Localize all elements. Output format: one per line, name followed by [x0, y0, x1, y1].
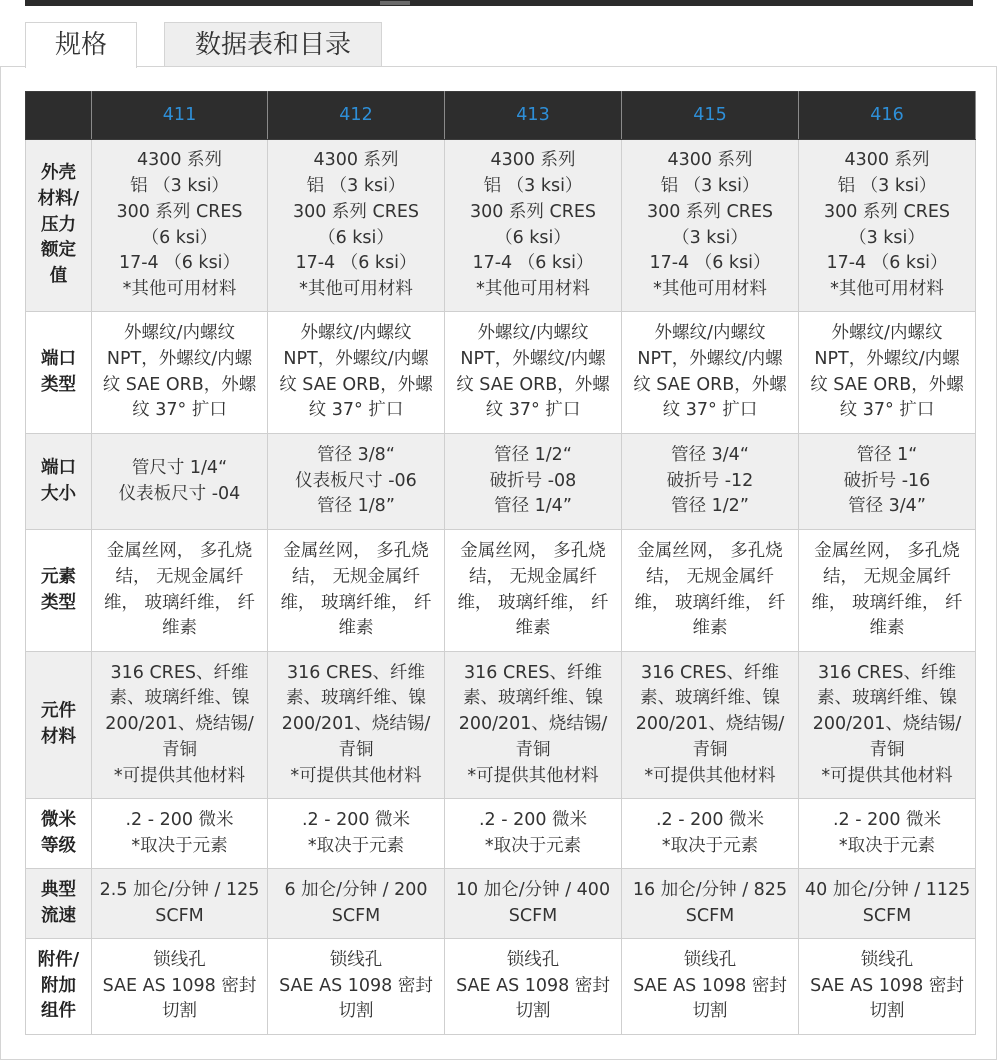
row-header — [26, 939, 92, 1035]
row-header — [26, 312, 92, 434]
cell-line: *可提供其他材料 — [290, 765, 422, 786]
row-header-line: 压力 — [41, 214, 76, 235]
column-header: 416 — [799, 92, 976, 140]
cell-line: 10 加仑/分钟 / 400 — [455, 879, 611, 900]
row-header-line: 微米 — [41, 809, 76, 830]
cell-line: 金属丝网， 多孔烧 — [814, 541, 960, 562]
row-header-line: 等级 — [41, 835, 76, 856]
table-cell — [799, 652, 976, 799]
table-cell — [799, 869, 976, 939]
row-header-line: 大小 — [41, 483, 76, 504]
cell-line: .2 - 200 微米 — [301, 809, 411, 830]
row-header-line: 材料 — [41, 727, 76, 747]
table-row — [26, 939, 976, 1035]
table-cell — [92, 939, 268, 1035]
cell-line: .2 - 200 微米 — [125, 809, 234, 830]
table-cell — [622, 140, 799, 312]
cell-line: 素、玻璃纤维、镍 — [109, 688, 250, 709]
cell-line: .2 - 200 微米 — [655, 809, 765, 830]
table-cell — [799, 434, 976, 530]
table-cell — [622, 869, 799, 939]
table-cell — [622, 434, 799, 530]
table-corner-cell — [26, 92, 92, 140]
cell-line: *可提供其他材料 — [467, 765, 599, 786]
cell-line: 仪表板尺寸 -06 — [295, 470, 417, 491]
table-cell — [268, 939, 445, 1035]
cell-line: *可提供其他材料 — [113, 765, 246, 786]
cell-line: 200/201、烧结锡/ — [281, 714, 431, 735]
cell-line: SCFM — [862, 905, 912, 926]
cell-line: 铝 （3 ksi） — [130, 176, 229, 197]
cell-line: 管径 3/4” — [848, 496, 926, 517]
cell-line: 纹 SAE ORB，外螺 — [633, 374, 787, 395]
table-cell — [92, 312, 268, 434]
table-cell — [268, 530, 445, 652]
cell-line: NPT，外螺纹/内螺 — [283, 348, 429, 369]
top-image-strip — [25, 0, 973, 6]
cell-line: 金属丝网， 多孔烧 — [106, 541, 253, 562]
cell-line: 维， 玻璃纤维， 纤 — [811, 592, 963, 613]
cell-line: 铝 （3 ksi） — [837, 176, 937, 197]
cell-line: SAE AS 1098 密封 — [456, 975, 610, 996]
cell-line: 316 CRES、纤维 — [640, 662, 779, 683]
cell-line: 锁线孔 — [153, 949, 206, 970]
table-row — [26, 140, 976, 312]
cell-line: 切割 — [692, 1001, 728, 1022]
cell-line: 纹 37° 扩口 — [662, 400, 758, 421]
cell-line: SAE AS 1098 密封 — [810, 975, 964, 996]
row-header-line: 元素 — [41, 566, 76, 587]
cell-line: 结， 无规金属纤 — [115, 566, 244, 587]
cell-line: 200/201、烧结锡/ — [105, 714, 254, 735]
table-cell — [445, 869, 622, 939]
row-header-line: 额定 — [41, 240, 76, 261]
table-cell — [268, 140, 445, 312]
cell-line: 管径 1/2” — [671, 496, 749, 517]
table-cell — [622, 312, 799, 434]
cell-line: 青铜 — [338, 739, 374, 760]
table-cell — [799, 312, 976, 434]
cell-line: 200/201、烧结锡/ — [812, 714, 962, 735]
cell-line: 300 系列 CRES — [646, 201, 774, 222]
cell-line: 维素 — [162, 618, 197, 639]
cell-line: *可提供其他材料 — [644, 765, 776, 786]
table-row — [26, 799, 976, 869]
table-cell — [92, 869, 268, 939]
cell-line: 纹 SAE ORB，外螺 — [102, 374, 257, 395]
cell-line: 17-4 （6 ksi） — [118, 253, 241, 274]
cell-line: 316 CRES、纤维 — [110, 662, 249, 683]
cell-line: 素、玻璃纤维、镍 — [817, 688, 957, 709]
cell-line: 17-4 （6 ksi） — [295, 253, 417, 274]
cell-line: 6 加仑/分钟 / 200 — [284, 879, 428, 900]
table-cell — [799, 799, 976, 869]
cell-line: 切割 — [162, 1001, 197, 1022]
table-cell — [268, 869, 445, 939]
cell-line: 维素 — [338, 618, 374, 639]
cell-line: 17-4 （6 ksi） — [472, 253, 594, 274]
cell-line: 300 系列 CRES — [469, 201, 597, 222]
cell-line: 纹 37° 扩口 — [132, 400, 227, 421]
cell-line: 200/201、烧结锡/ — [458, 714, 608, 735]
cell-line: 青铜 — [692, 739, 728, 760]
cell-line: 素、玻璃纤维、镍 — [286, 688, 426, 709]
cell-line: （6 ksi） — [495, 227, 571, 248]
table-row — [26, 652, 976, 799]
table-cell — [445, 140, 622, 312]
cell-line: 外螺纹/内螺纹 — [654, 323, 766, 344]
cell-line: 17-4 （6 ksi） — [649, 253, 771, 274]
cell-line: 锁线孔 — [329, 949, 383, 970]
cell-line: *取决于元素 — [484, 835, 582, 856]
tab-panel-specifications — [0, 66, 997, 1060]
cell-line: *其他可用材料 — [122, 278, 237, 299]
cell-line: 4300 系列 — [136, 150, 223, 171]
row-header-line: 典型 — [41, 879, 76, 900]
cell-line: 40 加仑/分钟 / 1125 — [805, 879, 971, 900]
tab-datasheets-catalogs[interactable]: 数据表和目录 — [164, 22, 382, 67]
cell-line: *取决于元素 — [307, 835, 405, 856]
cell-line: （6 ksi） — [318, 227, 394, 248]
cell-line: 结， 无规金属纤 — [468, 566, 598, 587]
tab-specifications[interactable]: 规格 — [25, 22, 137, 68]
table-cell — [92, 799, 268, 869]
row-header-line: 组件 — [41, 1001, 76, 1022]
cell-line: 纹 37° 扩口 — [485, 400, 581, 421]
cell-line: SAE AS 1098 密封 — [102, 975, 257, 996]
cell-line: 铝 （3 ksi） — [660, 176, 760, 197]
row-header — [26, 799, 92, 869]
cell-line: 破折号 -08 — [489, 470, 577, 491]
cell-line: SCFM — [685, 905, 735, 926]
cell-line: （6 ksi） — [141, 227, 218, 248]
cell-line: 316 CRES、纤维 — [817, 662, 956, 683]
cell-line: 300 系列 CRES — [292, 201, 420, 222]
row-header — [26, 140, 92, 312]
cell-line: *其他可用材料 — [653, 278, 767, 299]
cell-line: 2.5 加仑/分钟 / 125 — [99, 879, 260, 900]
row-header-line: 类型 — [41, 374, 76, 395]
cell-line: 结， 无规金属纤 — [291, 566, 421, 587]
cell-line: SAE AS 1098 密封 — [279, 975, 433, 996]
cell-line: （3 ksi） — [672, 227, 748, 248]
row-header — [26, 869, 92, 939]
cell-line: 锁线孔 — [683, 949, 737, 970]
row-header-line: 流速 — [41, 905, 76, 926]
table-cell — [799, 939, 976, 1035]
cell-line: 外螺纹/内螺纹 — [124, 323, 235, 344]
cell-line: 结， 无规金属纤 — [822, 566, 952, 587]
table-cell — [268, 434, 445, 530]
cell-line: 外螺纹/内螺纹 — [831, 323, 943, 344]
cell-line: *其他可用材料 — [476, 278, 590, 299]
cell-line: NPT，外螺纹/内螺 — [106, 348, 253, 369]
row-header — [26, 530, 92, 652]
column-header: 412 — [268, 92, 445, 140]
cell-line: 维素 — [515, 618, 551, 639]
cell-line: NPT，外螺纹/内螺 — [637, 348, 783, 369]
cell-line: 维， 玻璃纤维， 纤 — [457, 592, 609, 613]
table-cell — [445, 939, 622, 1035]
image-strip-detail — [380, 1, 410, 5]
cell-line: 仪表板尺寸 -04 — [118, 483, 241, 504]
table-cell — [445, 434, 622, 530]
cell-line: 管尺寸 1/4“ — [131, 457, 228, 478]
cell-line: 切割 — [515, 1001, 551, 1022]
cell-line: .2 - 200 微米 — [832, 809, 942, 830]
row-header — [26, 434, 92, 530]
row-header-line: 值 — [49, 266, 68, 287]
cell-line: 维， 玻璃纤维， 纤 — [634, 592, 786, 613]
row-header-line: 外壳 — [41, 163, 76, 184]
cell-line: 300 系列 CRES — [116, 201, 243, 222]
cell-line: 管径 1/8” — [317, 496, 395, 517]
cell-line: 素、玻璃纤维、镍 — [640, 688, 780, 709]
cell-line: 16 加仑/分钟 / 825 — [632, 879, 788, 900]
table-cell — [622, 939, 799, 1035]
column-header: 415 — [622, 92, 799, 140]
cell-line: NPT，外螺纹/内螺 — [814, 348, 960, 369]
table-header-row — [26, 92, 976, 140]
cell-line: 维素 — [692, 618, 728, 639]
table-cell — [92, 530, 268, 652]
cell-line: 316 CRES、纤维 — [463, 662, 602, 683]
row-header — [26, 652, 92, 799]
cell-line: 纹 37° 扩口 — [839, 400, 935, 421]
cell-line: SCFM — [508, 905, 558, 926]
cell-line: 铝 （3 ksi） — [306, 176, 406, 197]
cell-line: 结， 无规金属纤 — [645, 566, 775, 587]
cell-line: 管径 1“ — [856, 444, 918, 465]
table-row — [26, 530, 976, 652]
cell-line: 纹 SAE ORB，外螺 — [279, 374, 433, 395]
table-cell — [799, 530, 976, 652]
cell-line: 200/201、烧结锡/ — [635, 714, 785, 735]
row-header-line: 附件/ — [37, 949, 80, 970]
cell-line: 青铜 — [515, 739, 551, 760]
cell-line: 素、玻璃纤维、镍 — [463, 688, 603, 709]
cell-line: 锁线孔 — [506, 949, 560, 970]
row-header-line: 类型 — [41, 592, 76, 613]
cell-line: 4300 系列 — [667, 150, 753, 171]
cell-line: 纹 SAE ORB，外螺 — [456, 374, 610, 395]
cell-line: 青铜 — [869, 739, 905, 760]
cell-line: 4300 系列 — [844, 150, 930, 171]
cell-line: 切割 — [338, 1001, 374, 1022]
cell-line: 金属丝网， 多孔烧 — [637, 541, 783, 562]
table-cell — [268, 312, 445, 434]
cell-line: SCFM — [331, 905, 381, 926]
table-row — [26, 434, 976, 530]
table-cell — [622, 652, 799, 799]
cell-line: 维素 — [869, 618, 905, 639]
cell-line: 维， 玻璃纤维， 纤 — [103, 592, 256, 613]
table-cell — [92, 652, 268, 799]
cell-line: 管径 3/4“ — [671, 444, 749, 465]
cell-line: 切割 — [869, 1001, 905, 1022]
table-cell — [445, 799, 622, 869]
cell-line: .2 - 200 微米 — [478, 809, 588, 830]
cell-line: *取决于元素 — [661, 835, 759, 856]
cell-line: 破折号 -16 — [843, 470, 931, 491]
table-row — [26, 312, 976, 434]
cell-line: 管径 3/8“ — [317, 444, 395, 465]
cell-line: *其他可用材料 — [299, 278, 413, 299]
table-cell — [445, 652, 622, 799]
cell-line: *取决于元素 — [131, 835, 228, 856]
cell-line: 4300 系列 — [313, 150, 399, 171]
column-header: 413 — [445, 92, 622, 140]
row-header-line: 材料/ — [37, 188, 80, 209]
cell-line: 外螺纹/内螺纹 — [300, 323, 412, 344]
row-header-line: 端口 — [41, 348, 76, 369]
cell-line: 纹 37° 扩口 — [308, 400, 404, 421]
cell-line: 维， 玻璃纤维， 纤 — [280, 592, 432, 613]
table-cell — [268, 652, 445, 799]
cell-line: SCFM — [155, 905, 204, 926]
cell-line: 破折号 -12 — [666, 470, 754, 491]
table-row — [26, 869, 976, 939]
table-cell — [622, 530, 799, 652]
row-header-line: 元件 — [41, 701, 76, 722]
table-cell — [622, 799, 799, 869]
cell-line: 300 系列 CRES — [823, 201, 951, 222]
cell-line: 纹 SAE ORB，外螺 — [810, 374, 964, 395]
cell-line: 17-4 （6 ksi） — [826, 253, 948, 274]
cell-line: 外螺纹/内螺纹 — [477, 323, 589, 344]
cell-line: 4300 系列 — [490, 150, 576, 171]
table-cell — [445, 312, 622, 434]
cell-line: 金属丝网， 多孔烧 — [283, 541, 429, 562]
cell-line: 管径 1/2“ — [494, 444, 572, 465]
cell-line: 青铜 — [162, 739, 197, 760]
cell-line: 铝 （3 ksi） — [483, 176, 583, 197]
cell-line: （3 ksi） — [849, 227, 925, 248]
cell-line: 金属丝网， 多孔烧 — [460, 541, 606, 562]
table-body — [26, 140, 976, 1035]
cell-line: *可提供其他材料 — [821, 765, 953, 786]
table-cell — [268, 799, 445, 869]
specifications-table — [25, 91, 976, 1035]
cell-line: 管径 1/4” — [494, 496, 572, 517]
cell-line: 316 CRES、纤维 — [286, 662, 425, 683]
column-header: 411 — [92, 92, 268, 140]
cell-line: SAE AS 1098 密封 — [633, 975, 787, 996]
cell-line: NPT，外螺纹/内螺 — [460, 348, 606, 369]
table-cell — [445, 530, 622, 652]
row-header-line: 端口 — [41, 457, 76, 478]
row-header-line: 附加 — [41, 975, 76, 996]
table-cell — [799, 140, 976, 312]
table-cell — [92, 140, 268, 312]
cell-line: *取决于元素 — [838, 835, 936, 856]
cell-line: *其他可用材料 — [830, 278, 944, 299]
cell-line: 锁线孔 — [860, 949, 914, 970]
table-cell — [92, 434, 268, 530]
